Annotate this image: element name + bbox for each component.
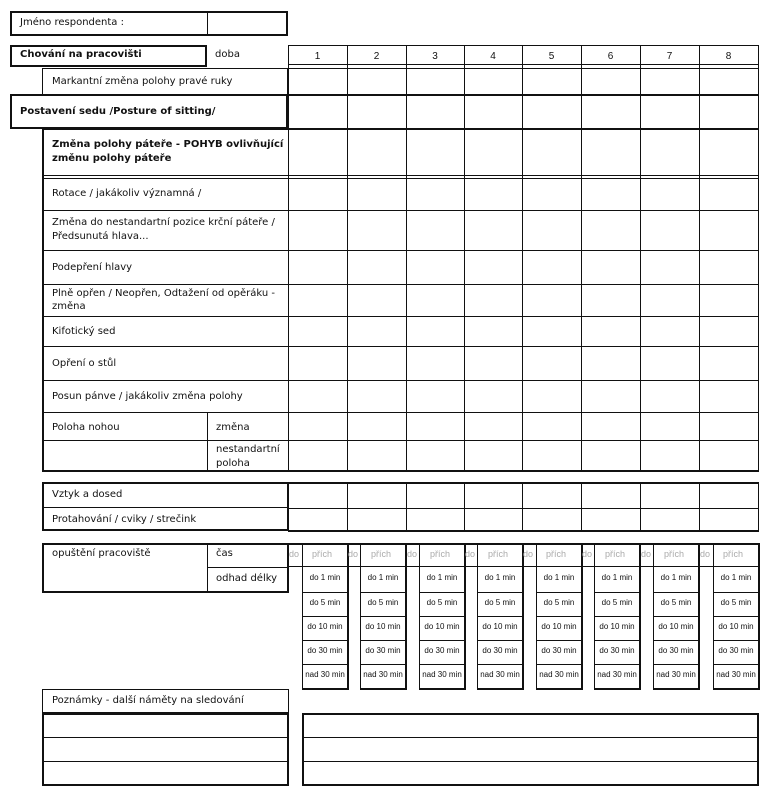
row-backrest-line1: Plně opřen / Neopřen, Odtažení od opěráku - xyxy=(52,288,275,299)
grid-row-line xyxy=(288,346,759,347)
option-separator xyxy=(302,616,348,617)
option-separator xyxy=(419,664,465,665)
leaving-divider xyxy=(207,544,208,592)
option-column-bottom xyxy=(302,688,349,690)
duration-option-1[interactable]: do 1 min xyxy=(484,573,516,582)
duration-option-1[interactable]: do 1 min xyxy=(309,573,341,582)
grid-row-line xyxy=(288,128,759,130)
option-separator xyxy=(653,664,699,665)
respondent-name-field[interactable] xyxy=(209,13,286,34)
grid-row-line xyxy=(288,380,759,381)
column-number-6: 6 xyxy=(607,51,614,62)
option-separator xyxy=(419,640,465,641)
leaving-strip-column xyxy=(347,543,348,567)
duration-option-2[interactable]: do 5 min xyxy=(543,598,575,607)
duration-option-1[interactable]: do 1 min xyxy=(367,573,399,582)
grid-row-line xyxy=(288,482,759,484)
duration-option-5[interactable]: nad 30 min xyxy=(716,670,756,679)
duration-option-2[interactable]: do 5 min xyxy=(660,598,692,607)
duration-option-5[interactable]: nad 30 min xyxy=(305,670,345,679)
duration-option-4[interactable]: do 30 min xyxy=(424,646,460,655)
leaving-arrival-3: přích xyxy=(430,549,451,559)
leaving-arrival-5: přích xyxy=(546,549,567,559)
duration-option-4[interactable]: do 30 min xyxy=(307,646,343,655)
duration-option-2[interactable]: do 5 min xyxy=(367,598,399,607)
duration-option-4[interactable]: do 30 min xyxy=(658,646,694,655)
leaving-arrival-8: přích xyxy=(723,549,744,559)
leaving-do-2: do xyxy=(348,549,359,559)
column-number-4: 4 xyxy=(490,51,496,62)
grid-row-line xyxy=(288,470,759,472)
duration-option-3[interactable]: do 10 min xyxy=(541,622,577,631)
behavior-title: Chování na pracovišti xyxy=(20,49,142,60)
row-pelvis: Posun pánve / jakákoliv změna polohy xyxy=(52,391,243,402)
option-separator xyxy=(419,616,465,617)
option-separator xyxy=(302,640,348,641)
row-separator xyxy=(42,440,289,441)
spine-left-border xyxy=(42,128,44,471)
spine-header-line1: Změna polohy páteře - POHYB ovlivňující xyxy=(52,139,284,150)
grid-column-line xyxy=(288,45,289,471)
leaving-do-5: do xyxy=(523,549,534,559)
grid-column-line xyxy=(699,482,700,531)
leaving-do-7: do xyxy=(641,549,652,559)
respondent-label: Jméno respondenta : xyxy=(20,17,124,28)
option-separator xyxy=(419,592,465,593)
leaving-strip-column xyxy=(464,543,465,567)
option-separator xyxy=(594,616,640,617)
column-number-5: 5 xyxy=(548,51,555,62)
option-separator xyxy=(302,664,348,665)
spine-bottom xyxy=(42,470,289,472)
option-column-bottom xyxy=(477,688,524,690)
grid-row-line xyxy=(288,175,759,176)
sitting-title: Postavení sedu /Posture of sitting/ xyxy=(20,106,216,117)
leaving-arrival-2: přích xyxy=(371,549,392,559)
grid-row-line xyxy=(288,440,759,441)
option-separator xyxy=(360,592,406,593)
grid-row-line xyxy=(288,316,759,317)
leaving-label: opuštění pracoviště xyxy=(52,548,151,559)
spine-header-sep2 xyxy=(42,178,289,179)
duration-option-3[interactable]: do 10 min xyxy=(599,622,635,631)
duration-option-4[interactable]: do 30 min xyxy=(482,646,518,655)
duration-option-2[interactable]: do 5 min xyxy=(309,598,341,607)
leaving-arrival-7: přích xyxy=(664,549,685,559)
row-desk-lean: Opření o stůl xyxy=(52,358,117,369)
duration-option-3[interactable]: do 10 min xyxy=(718,622,754,631)
grid-row-line xyxy=(288,178,759,179)
duration-option-3[interactable]: do 10 min xyxy=(365,622,401,631)
grid-row-line xyxy=(288,412,759,413)
option-separator xyxy=(477,640,523,641)
duration-option-2[interactable]: do 5 min xyxy=(720,598,752,607)
spine-header-sep xyxy=(42,175,289,176)
option-column-bottom xyxy=(419,688,466,690)
grid-row-line xyxy=(288,250,759,251)
leaving-do-6: do xyxy=(582,549,593,559)
hand-change-label: Markantní změna polohy pravé ruky xyxy=(52,76,233,87)
grid-column-line xyxy=(522,45,523,471)
option-column-bottom xyxy=(594,688,641,690)
grid-row-line xyxy=(288,284,759,285)
leaving-time-label: čas xyxy=(216,548,233,559)
column-number-3: 3 xyxy=(432,51,438,62)
leaving-strip-column xyxy=(640,543,641,567)
respondent-divider xyxy=(207,12,208,35)
leaving-do-3: do xyxy=(407,549,418,559)
option-column-bottom xyxy=(713,688,760,690)
duration-option-1[interactable]: do 1 min xyxy=(601,573,633,582)
grid-row-line xyxy=(288,64,759,65)
leaving-separator xyxy=(207,567,289,568)
row-stretch: Protahování / cviky / strečink xyxy=(52,514,197,525)
grid-column-line xyxy=(464,45,465,471)
spine-top xyxy=(42,128,289,130)
row-separator xyxy=(42,380,289,381)
leaving-strip-column xyxy=(699,543,700,567)
row-legs-change: změna xyxy=(216,422,250,433)
leaving-arrival-4: přích xyxy=(488,549,509,559)
spine-header-line2: změnu polohy páteře xyxy=(52,153,172,164)
notes-right-box[interactable] xyxy=(302,713,759,786)
legs-divider xyxy=(207,412,208,471)
duration-option-1[interactable]: do 1 min xyxy=(660,573,692,582)
grid-column-line xyxy=(640,45,641,471)
option-column-bottom xyxy=(653,688,700,690)
row-cervical-line1: Změna do nestandartní pozice krční páteře / xyxy=(52,217,275,228)
grid-column-line xyxy=(406,482,407,531)
grid-column-line xyxy=(406,45,407,471)
duration-option-3[interactable]: do 10 min xyxy=(482,622,518,631)
option-separator xyxy=(360,616,406,617)
row-separator xyxy=(42,284,289,285)
duration-option-5[interactable]: nad 30 min xyxy=(597,670,637,679)
row-standup: Vztyk a dosed xyxy=(52,489,123,500)
grid-row-line xyxy=(288,68,759,69)
option-separator xyxy=(477,592,523,593)
duration-option-4[interactable]: do 30 min xyxy=(365,646,401,655)
option-separator xyxy=(594,664,640,665)
row-legs: Poloha nohou xyxy=(52,422,120,433)
duration-option-5[interactable]: nad 30 min xyxy=(480,670,520,679)
extra-row-separator xyxy=(42,507,289,508)
option-separator xyxy=(536,592,582,593)
row-head-support: Podepření hlavy xyxy=(52,262,133,273)
notes-left-line xyxy=(42,761,289,762)
option-column-bottom xyxy=(536,688,583,690)
duration-option-5[interactable]: nad 30 min xyxy=(422,670,462,679)
leaving-duration-label: odhad délky xyxy=(216,573,278,584)
grid-column-line xyxy=(699,45,700,471)
row-separator xyxy=(42,346,289,347)
row-separator xyxy=(42,316,289,317)
notes-left-line xyxy=(42,737,289,738)
leaving-strip-column xyxy=(581,543,582,567)
option-separator xyxy=(477,616,523,617)
duration-option-2[interactable]: do 5 min xyxy=(426,598,458,607)
grid-row-line xyxy=(288,45,759,46)
row-legs-nonstandard-line2: poloha xyxy=(216,458,250,469)
option-separator xyxy=(477,664,523,665)
notes-right-line xyxy=(302,761,759,762)
duration-option-5[interactable]: nad 30 min xyxy=(656,670,696,679)
doba-label: doba xyxy=(215,49,240,60)
duration-option-5[interactable]: nad 30 min xyxy=(363,670,403,679)
duration-option-5[interactable]: nad 30 min xyxy=(539,670,579,679)
option-separator xyxy=(536,616,582,617)
grid-column-line xyxy=(581,482,582,531)
leaving-strip-column xyxy=(758,543,759,567)
column-number-7: 7 xyxy=(666,51,673,62)
row-legs-nonstandard-line1: nestandartní xyxy=(216,444,280,455)
leaving-strip-column xyxy=(522,543,523,567)
leaving-do-1: do xyxy=(289,549,300,559)
grid-row-line xyxy=(288,210,759,211)
option-separator xyxy=(360,664,406,665)
grid-column-line xyxy=(758,482,759,531)
option-separator xyxy=(360,640,406,641)
duration-option-3[interactable]: do 10 min xyxy=(424,622,460,631)
option-separator xyxy=(653,592,699,593)
leaving-strip-column xyxy=(406,543,407,567)
option-separator xyxy=(713,592,759,593)
option-separator xyxy=(594,640,640,641)
duration-option-1[interactable]: do 1 min xyxy=(426,573,458,582)
option-separator xyxy=(536,640,582,641)
grid-row-line xyxy=(288,94,759,96)
option-separator xyxy=(713,664,759,665)
option-separator xyxy=(594,592,640,593)
column-number-1: 1 xyxy=(314,51,321,62)
option-separator xyxy=(713,616,759,617)
leaving-do-4: do xyxy=(465,549,476,559)
grid-column-line xyxy=(464,482,465,531)
duration-option-2[interactable]: do 5 min xyxy=(484,598,516,607)
duration-option-4[interactable]: do 30 min xyxy=(718,646,754,655)
column-number-2: 2 xyxy=(373,51,380,62)
duration-option-1[interactable]: do 1 min xyxy=(720,573,752,582)
duration-option-3[interactable]: do 10 min xyxy=(307,622,343,631)
column-number-8: 8 xyxy=(725,51,732,62)
row-separator xyxy=(42,412,289,413)
duration-option-2[interactable]: do 5 min xyxy=(601,598,633,607)
row-kyphotic: Kifotický sed xyxy=(52,326,116,337)
option-column-bottom xyxy=(360,688,407,690)
grid-column-line xyxy=(581,45,582,471)
notes-right-line xyxy=(302,737,759,738)
option-separator xyxy=(536,664,582,665)
grid-row-line xyxy=(288,508,759,509)
leaving-do-8: do xyxy=(700,549,711,559)
duration-option-1[interactable]: do 1 min xyxy=(543,573,575,582)
duration-option-3[interactable]: do 10 min xyxy=(658,622,694,631)
grid-column-line xyxy=(347,45,348,471)
notes-label: Poznámky - další náměty na sledování xyxy=(52,695,244,706)
notes-left-box[interactable] xyxy=(42,713,289,786)
duration-option-4[interactable]: do 30 min xyxy=(599,646,635,655)
grid-column-line xyxy=(522,482,523,531)
option-separator xyxy=(653,616,699,617)
grid-column-line xyxy=(347,482,348,531)
row-separator xyxy=(42,210,289,211)
grid-column-line xyxy=(640,482,641,531)
option-separator xyxy=(713,640,759,641)
duration-option-4[interactable]: do 30 min xyxy=(541,646,577,655)
leaving-arrival-6: přích xyxy=(605,549,626,559)
row-backrest-line2: změna xyxy=(52,301,86,312)
row-rotation: Rotace / jakákoliv významná / xyxy=(52,188,202,199)
leaving-arrival-1: přích xyxy=(312,549,333,559)
option-separator xyxy=(653,640,699,641)
row-separator xyxy=(42,250,289,251)
grid-column-line xyxy=(758,45,759,471)
grid-row-line xyxy=(288,530,759,532)
option-separator xyxy=(302,592,348,593)
row-cervical-line2: Předsunutá hlava... xyxy=(52,231,149,242)
